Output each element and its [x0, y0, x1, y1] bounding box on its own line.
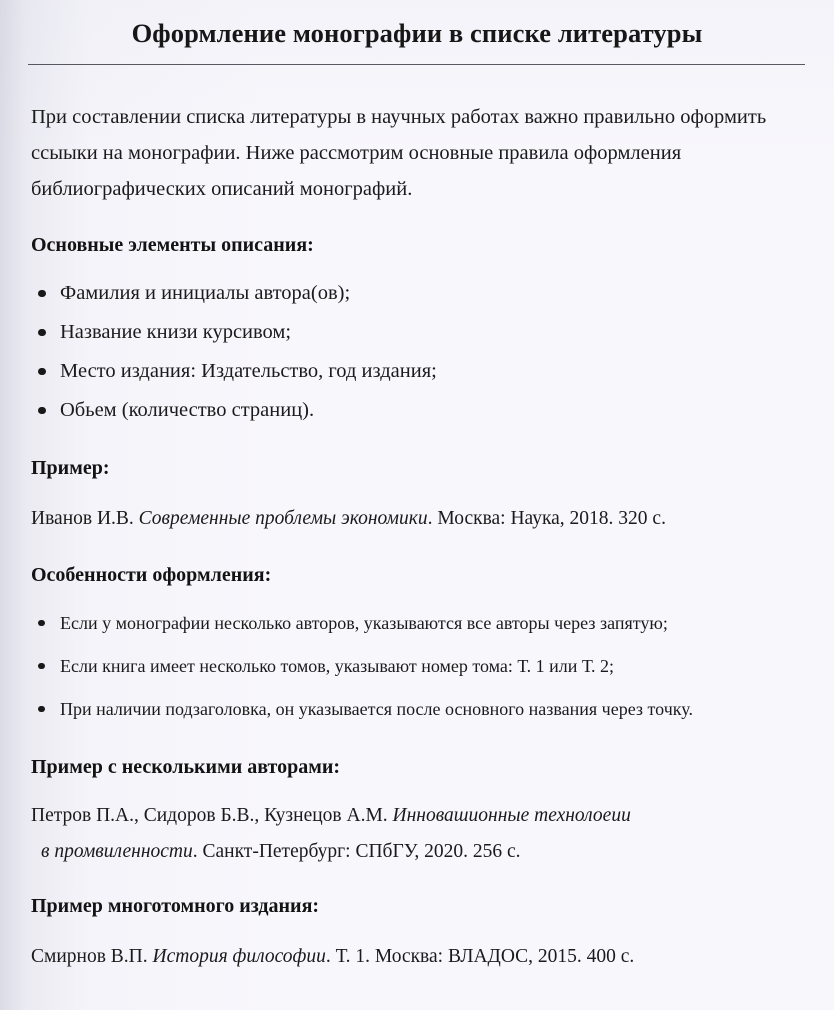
elements-list	[0, 274, 834, 430]
reference-title: Современные проблемы экономики	[138, 507, 428, 529]
page-title: Оформление монографии в списке литературы	[131, 18, 703, 48]
title-divider	[28, 64, 805, 65]
list-item: Если книга имеет несколько томов, указывают номер тома: Т. 1 или Т. 2;	[0, 645, 834, 688]
list-item: При наличии подзаголовка, он указывается после основного названия через точку.	[0, 688, 834, 731]
reference-authors: Петров П.А., Сидоров Б.В., Кузнецов А.М.	[31, 804, 388, 826]
section-heading-elements: Основные элементы описания:	[31, 233, 314, 256]
intro-paragraph: При составлении списка литературы в научных работах важно правильно оформить ссыыки на монографии. Ниже рассмотрим основные правила оформления библиографических описаний монографий.	[31, 105, 767, 200]
section-heading-multivolume: Пример многотомного издания:	[31, 894, 320, 917]
reference-example-multi-author	[0, 780, 834, 870]
reference-example-multivolume	[0, 919, 834, 975]
reference-title: История философии	[152, 945, 326, 967]
section-heading-features: Особенности оформления:	[31, 563, 272, 586]
features-list	[0, 602, 834, 731]
section-heading-multi-author: Пример с несколькими авторами:	[31, 755, 341, 778]
list-item: Название книзи курсивом;	[0, 313, 834, 352]
reference-title-line1: Инновашионные технолоеии	[392, 804, 631, 826]
reference-imprint: . Санкт-Петербург: СПбГУ, 2020. 256 с.	[192, 840, 521, 862]
list-item: Место издания: Издательство, год издания;	[0, 352, 834, 391]
reference-imprint: . Москва: Наука, 2018. 320 с.	[427, 507, 666, 529]
reference-imprint: . Т. 1. Москва: ВЛАДОС, 2015. 400 с.	[325, 945, 635, 967]
section-heading-example: Пример:	[31, 456, 110, 479]
reference-title-line2: в промвиленности	[41, 840, 193, 862]
reference-authors: Смирнов В.П.	[31, 945, 148, 967]
list-item: Фамилия и инициалы автора(ов);	[0, 274, 834, 313]
list-item: Если у монографии несколько авторов, указываются все авторы через запятую;	[0, 602, 834, 645]
reference-authors: Иванов И.В.	[31, 507, 134, 529]
reference-continuation	[31, 834, 803, 870]
reference-example-single	[0, 481, 834, 537]
list-item: Обьем (количество страниц).	[0, 391, 834, 430]
